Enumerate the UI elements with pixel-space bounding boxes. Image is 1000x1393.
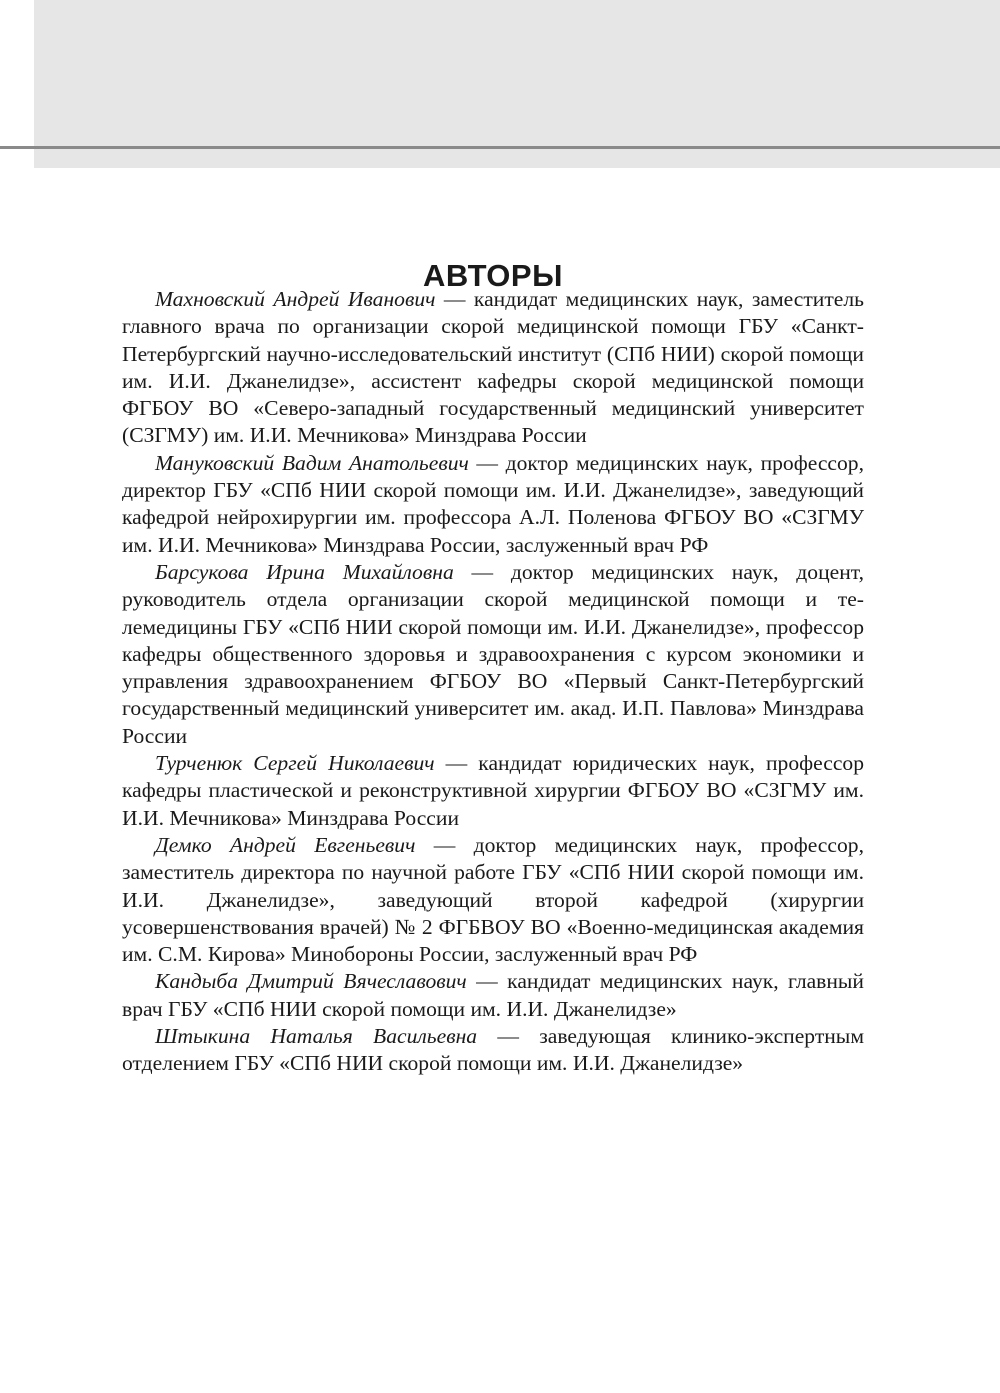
author-entry	[122, 286, 864, 450]
author-description: — доктор медицинских наук, профессор, заместитель директора по научной работе ГБУ «СПб НИИ скорой помощи им. И.И. Джанелидзе», заведующий второй кафедрой (хирургии усовершенствования врачей) № 2 ФГБВОУ ВО «Военно-медицинская академия им. С.М. Кирова» Минобороны России, заслуженный врач РФ	[122, 832, 864, 967]
author-entry	[122, 450, 864, 559]
header-rule	[0, 146, 1000, 149]
author-name: Мануковский Вадим Анатольевич	[155, 450, 469, 475]
author-description: — заведующая клинико-экспертным отделением ГБУ «СПб НИИ скорой помощи им. И.И. Джанелидзе»	[122, 1024, 864, 1076]
author-name: Турченюк Сергей Николаевич	[155, 751, 435, 776]
header-band	[34, 0, 1000, 168]
author-entry	[122, 750, 864, 832]
author-name: Штыкина Наталья Васильевна	[155, 1024, 478, 1049]
author-name: Кандыба Дмитрий Вячеславович	[155, 969, 467, 994]
author-entry	[122, 1023, 864, 1078]
author-description: — кандидат медицинских наук, заместитель главного врача по организации скорой медицинской помощи ГБУ «Санкт-Петербургский научно-исследовательский институт (СПб НИИ) скорой помощи им. И.И. Джанелидзе», ассистент кафедры скорой медицинской помощи ФГБОУ ВО «Северо-западный государственный медицинский университет (СЗГМУ) им. И.И. Мечникова» Минздрава России	[122, 287, 864, 448]
author-description: — доктор медицинских наук, профессор, директор ГБУ «СПб НИИ скорой помощи им. И.И. Джанелидзе», заведующий кафедрой нейрохирургии им. профессора А.Л. Поленова ФГБОУ ВО «СЗГМУ им. И.И. Мечникова» Минздрава России, заслуженный врач РФ	[122, 450, 864, 557]
author-description: — кандидат юридических наук, профессор кафедры пластической и реконструктивной хирургии ФГБОУ ВО «СЗГМУ им. И.И. Мечникова» Минздрава России	[122, 751, 865, 830]
page-title: АВТОРЫ	[423, 257, 563, 293]
author-name: Махновский Андрей Иванович	[155, 287, 436, 311]
author-entry	[122, 968, 864, 1023]
author-description: — доктор медицинских наук, доцент, руководитель отдела организации скорой медицинской помощи и телемедицины ГБУ «СПб НИИ скорой помощи им. И.И. Джанелидзе», профессор кафедры общественного здоровья и здравоохранения с курсом экономики и управления здравоохранением ФГБОУ ВО «Первый Санкт-Петербургский государственный медицинский университет им. акад. И.П. Павлова» Минздрава России	[122, 559, 864, 748]
author-name: Барсукова Ирина Михайловна	[155, 559, 454, 584]
author-entry	[122, 832, 864, 968]
authors-list	[122, 286, 864, 1078]
author-entry	[122, 559, 864, 750]
author-name: Демко Андрей Евгеньевич	[155, 832, 416, 857]
author-description: — кандидат медицинских наук, главный врач ГБУ «СПб НИИ скорой помощи им. И.И. Джанелидзе»	[122, 969, 864, 1021]
